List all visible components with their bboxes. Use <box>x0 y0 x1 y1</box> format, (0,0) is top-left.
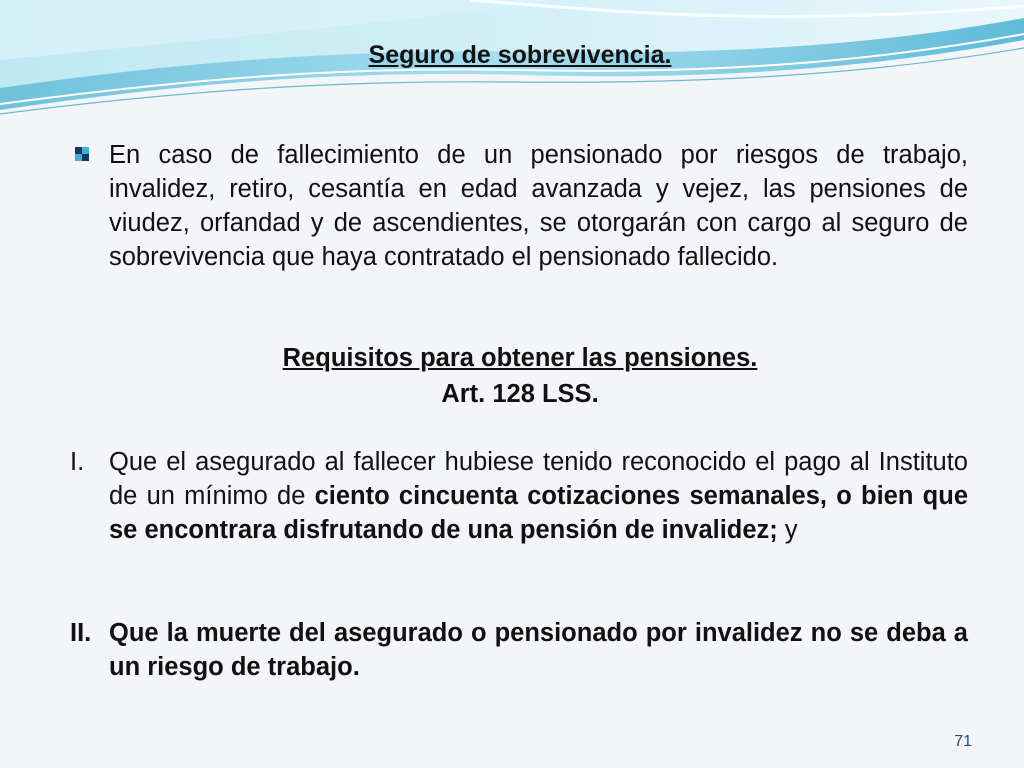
requirement-item-1-text: Que el asegurado al fallecer hubiese tenido reconocido el pago al Instituto de un mínimo de <box>109 448 968 510</box>
list-marker-1: I. <box>70 448 85 476</box>
slide-title: Seguro de sobrevivencia. <box>368 41 672 69</box>
article-reference: Art. 128 LSS. <box>441 380 599 408</box>
requirement-item-2: Que la muerte del asegurado o pensionado por invalidez no se deba a un riesgo de trabajo. <box>109 619 968 681</box>
list-marker-2: II. <box>70 619 92 647</box>
square-bullet-icon <box>75 147 89 161</box>
intro-paragraph: En caso de fallecimiento de un pensionado por riesgos de trabajo, invalidez, retiro, cesantía en edad avanzada y vejez, las pensiones de viudez, orfandad y de ascendientes, se otorgarán con cargo al seguro de sobrevivencia que haya contratado el pensionado fallecido. <box>109 141 968 271</box>
requirement-item-1-tail: y <box>777 516 798 544</box>
page-number: 71 <box>954 733 972 750</box>
requirement-item-1-emphasis: ciento cincuenta cotizaciones semanales, o bien que se encontrara disfrutando de una pensión de invalidez; <box>109 482 968 544</box>
requirement-item-1 <box>109 445 968 547</box>
requirements-heading: Requisitos para obtener las pensiones. <box>282 344 758 372</box>
